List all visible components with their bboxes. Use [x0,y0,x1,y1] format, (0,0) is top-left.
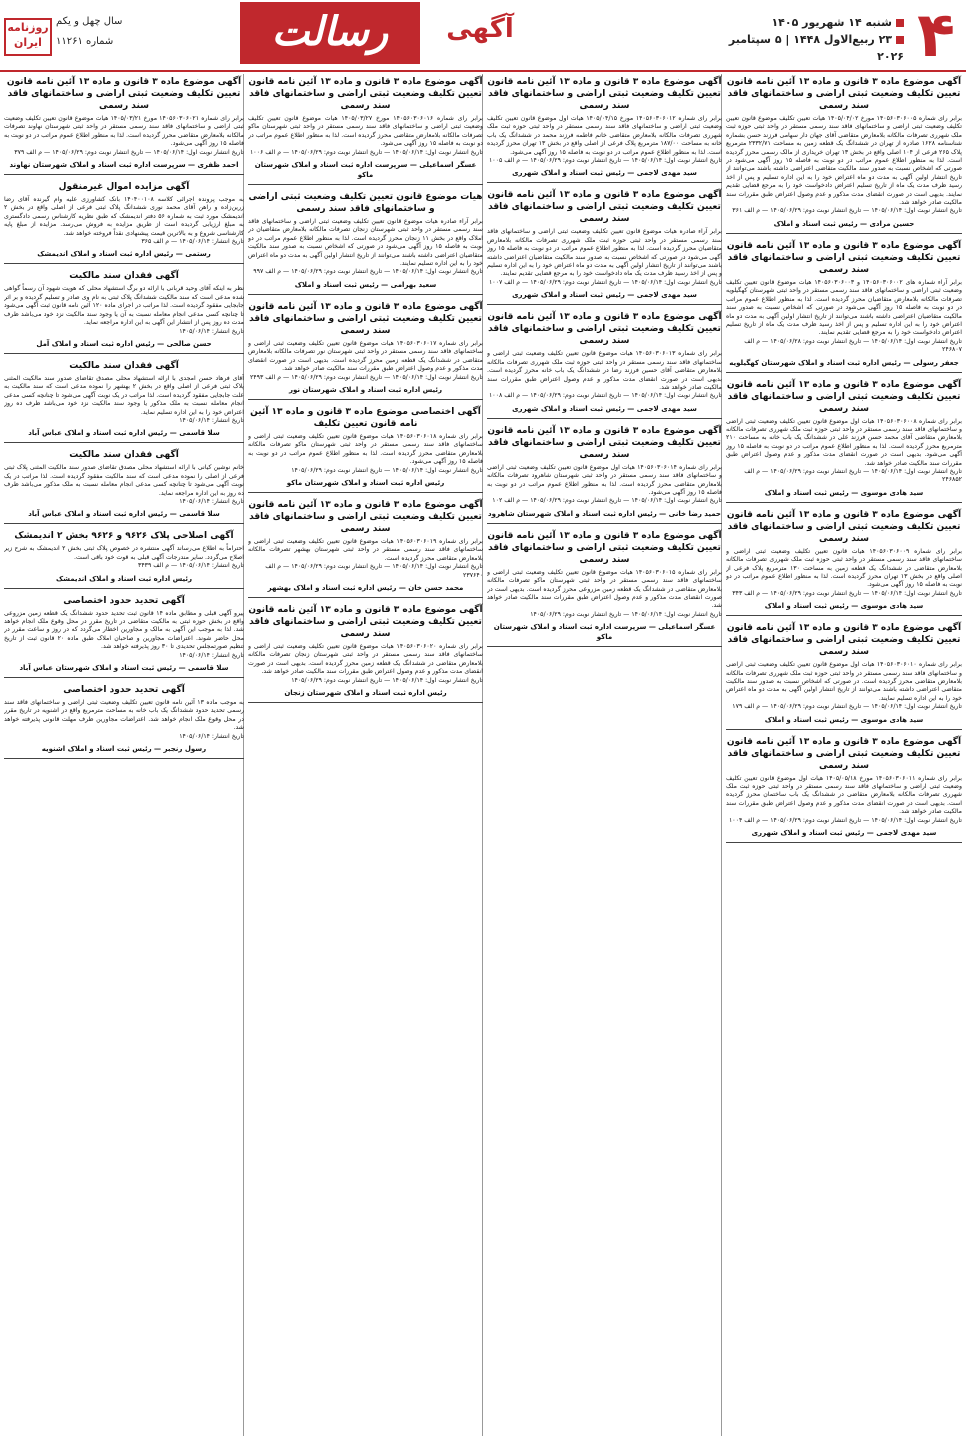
ad-column-2 [487,74,722,1436]
legal-notice [487,425,722,524]
notice-title: آگهی موضوع ماده ۳ قانون و ماده ۱۳ آئین نامه قانون تعیین تکلیف وضعیت ثبتی اراضی و ساختمانهای فاقد سند رسمی [726,509,962,544]
notice-signature: رستمی — رئیس اداره ثبت اسناد و املاک اندیمشک [37,250,211,259]
notice-signature: حسن صالحی — رئیس اداره ثبت اسناد و املاک آمل [36,339,212,348]
notice-dates: تاریخ انتشار نوبت اول: ۱۴۰۵/۰۶/۱۴ — تاریخ انتشار نوبت دوم: ۱۴۰۵/۰۶/۲۹ — م الف ۱۰۰۶ [249,148,483,156]
notice-dates: تاریخ انتشار نوبت اول: ۱۴۰۵/۰۶/۱۴ — تاریخ انتشار نوبت دوم: ۱۴۰۵/۰۶/۲۹ — م الف ۹۹۷ [253,268,483,276]
legal-notice [4,684,244,759]
notice-signature: سید هادی موسوی — رئیس ثبت اسناد و املاک [764,488,924,497]
notice-dates: تاریخ انتشار: ۱۴۰۵/۰۶/۱۴ [179,651,244,659]
notice-signature: سلا قاسمی — رئیس اداره ثبت اسناد و املاک عباس آباد [28,510,220,519]
notice-signature: احمد ظفری — سرپرست اداره ثبت اسناد و املاک شهرستان نهاوند [9,161,239,170]
newspaper-logo: رسالت [240,2,420,64]
square-icon [896,36,904,44]
notice-body: برابر رای شماره ۱۴۰۵۶۰۳۰۶۰۰۸ هیات اول موضوع قانون تعیین تکلیف وضعیت ثبتی اراضی و ساختمانهای فاقد سند رسمی مستقر در واحد ثبتی حوزه ثبت ملک شهرری تصرفات مالکانه بلامعارض متقاضی آقای محمد حسن فرزند علی در ششدانگ یک باب خانه به مساحت ۲۱۰ مترمربع محرز گردیده است. لذا به منظور اطلاع عموم مراتب در دو نوبت به فاصله ۱۵ روز آگهی می‌شود. بدیهی است در صورت انقضای مدت مذکور و عدم وصول اعتراض طبق مقررات سند مالکیت صادر خواهد شد. [726,417,962,467]
notice-title: آگهی موضوع ماده ۳ قانون و ماده ۱۳ آئین نامه قانون تعیین تکلیف وضعیت ثبتی اراضی و ساختمانهای فاقد سند رسمی [487,190,722,225]
notice-title: آگهی فقدان سند مالکیت [69,360,179,371]
notice-dates: تاریخ انتشار نوبت اول: ۱۴۰۵/۰۶/۱۴ — تاریخ انتشار نوبت دوم: ۱۴۰۵/۰۶/۲۹ — م الف ۲۴۶۸۵۲ [744,467,962,484]
date-block [714,14,904,65]
notice-title: آگهی موضوع ماده ۳ قانون و ماده ۱۳ آئین نامه قانون تعیین تکلیف وضعیت ثبتی اراضی و ساختمانهای فاقد سند رسمی [726,623,962,658]
notice-signature: سید مهدی لاجمی — رئیس ثبت اسناد و املاک شهرری [512,404,697,413]
notice-signature: رئیس اداره ثبت اسناد و املاک شهرستان نور [288,385,443,394]
notice-body: برابر رای شماره ۱۴۰۵۶۰۳۰۶۰۰۵ مورخ ۱۴۰۵/۰۴/۰۲ هیات تعیین تکلیف موضوع قانون تعیین تکلیف وضعیت ثبتی اراضی و ساختمانهای فاقد سند رسمی مستقر در واحد ثبتی حوزه ثبت ملک شهرری تصرفات مالکانه بلامعارض متقاضی آقای جهان دار سهامی فرزند حسن بشماره شناسنامه ۱۶۲۸ صادره از تهران در ششدانگ یک قطعه زمین به مساحت ۲۳۳۲/۷۱ مترمربع پلاک ۲۶۵ فرعی از ۱۰۴ اصلی واقع در بخش ۱۳ تهران خریداری از مالک رسمی محرز گردیده است. لذا به منظور اطلاع عموم مراتب در دو نوبت به فاصله ۱۵ روز آگهی می‌شود در صورتی که اشخاص نسبت به صدور سند مالکیت متقاضی اعتراضی داشته باشند می‌توانند از تاریخ انتشار اولین آگهی به مدت دو ماه اعتراض خود را به این اداره تسلیم و پس از اخذ رسید ظرف مدت یک ماه از تاریخ تسلیم اعتراض دادخواست خود را به مرجع قضایی تقدیم نمایند. بدیهی است در صورت انقضای مدت مذکور و عدم وصول اعتراض طبق مقررات سند مالکیت صادر خواهد شد. [726,115,962,207]
legal-notice [726,240,962,373]
notice-title: آگهی فقدان سند مالکیت [69,450,179,461]
notice-dates: تاریخ انتشار: ۱۴۰۵/۰۶/۱۴ [179,327,244,335]
notice-title: آگهی موضوع ماده ۳ قانون و ماده ۱۳ آئین نامه قانون تعیین تکلیف وضعیت ثبتی اراضی و ساختمانهای فاقد سند رسمی [726,77,962,111]
legal-notice [726,736,962,843]
notice-body: احتراماً به اطلاع می‌رساند آگهی منتشره در خصوص پلاک ثبتی بخش ۲ اندیمشک به شرح زیر اصلاح می‌گردد. سایر مندرجات آگهی قبلی به قوت خود باقی است. [4,545,244,561]
legal-notice [4,270,244,353]
notice-dates: تاریخ انتشار نوبت اول: ۱۴۰۵/۰۶/۱۴ — تاریخ انتشار نوبت دوم: ۱۴۰۵/۰۶/۲۸ — م الف ۲۴۶۸۰۷ [744,337,962,354]
notice-dates: تاریخ انتشار: ۱۴۰۵/۰۶/۱۴ — م الف ۳۴۳۹ [138,562,244,570]
notice-body: به موجب پرونده اجرائی کلاسه ۱۴۰۴۰۰۱۰۸ بانک کشاورزی علیه وام گیرنده آقای رضا زرین‌زاده و راهن آقای محمد نوری ششدانگ پلاک ثبتی فرعی از اصلی واقع در بخش ۲ اندیمشک مورد ثبت به شماره ۵۶ دفتر اندیمشک که طبق نظریه کارشناس رسمی دادگستری به مبلغ ارزیابی گردیده است از طریق مزایده به فروش می‌رسد. مزایده از مبلغ پایه کارشناسی شروع و به بالاترین قیمت پیشنهادی نقداً فروخته خواهد شد. [4,196,244,237]
notice-title: آگهی موضوع ماده ۳ قانون و ماده ۱۳ آئین نامه قانون تعیین تکلیف وضعیت ثبتی اراضی و ساختمانهای فاقد سند رسمی [6,77,242,111]
notice-signature: رسول رنجبر — رئیس ثبت اسناد و املاک اشنویه [41,745,207,754]
notice-signature: سلا قاسمی — رئیس ثبت اسناد و املاک شهرستان عباس آباد [19,664,229,673]
notice-dates: تاریخ انتشار نوبت اول: ۱۴۰۵/۰۶/۱۴ — تاریخ انتشار نوبت دوم: ۱۴۰۵/۰۶/۲۹ — م الف ۳۷۹ [14,148,244,156]
notice-title: آگهی اصلاحی پلاک ۹۶۲۶ و ۹۶۲۶ بخش ۲ اندیمشک [14,531,234,542]
legal-notice [726,379,962,503]
notice-body: پیرو آگهی قبلی و مطابق ماده ۱۴ قانون ثبت تحدید حدود ششدانگ یک قطعه زمین مزروعی واقع در بخش حوزه ثبتی به مالکیت متقاضی در تاریخ مقرر در محل وقوع ملک انجام خواهد شد. لذا به موجب این آگهی به مالک و مجاورین اخطار می‌گردد که در روز و ساعت مقرر در محل حاضر شوند. اعتراضات مجاورین و صاحبان املاک طبق ماده ۲۰ قانون ثبت از تاریخ تنظیم صورتمجلس تحدیدی تا ۳۰ روز پذیرفته خواهد شد. [4,609,244,651]
square-icon [896,19,904,27]
legal-notice [487,76,722,183]
ad-column-3 [248,74,483,1436]
notice-title: آگهی مزایده اموال غیرمنقول [58,182,190,193]
legal-notice [248,76,483,185]
brand-logo: روزنامه ایران [4,18,52,56]
notice-signature: سید مهدی لاجمی — رئیس ثبت اسناد و املاک شهرری [751,829,937,838]
notice-signature: جعفر رسولی — رئیس اداره ثبت اسناد و املاک شهرستان کهگیلویه [729,358,959,367]
notice-title: آگهی موضوع ماده ۳ قانون و ماده ۱۳ آئین نامه قانون تعیین تکلیف وضعیت ثبتی اراضی و ساختمانهای فاقد سند رسمی [726,736,962,771]
legal-notice [4,76,244,175]
notice-signature: سید هادی موسوی — رئیس ثبت اسناد و املاک [764,715,924,724]
notice-dates: تاریخ انتشار نوبت اول: ۱۴۰۵/۰۶/۱۴ — تاریخ انتشار نوبت دوم: ۱۴۰۵/۰۶/۲۹ — م الف ۲۳۷۶۴۰ [265,563,483,579]
legal-notice [248,301,483,400]
notice-dates: تاریخ انتشار: ۱۴۰۵/۰۶/۱۴ [179,732,244,740]
notice-signature: حسین مرادی — رئیس ثبت اسناد و املاک [773,219,915,228]
notice-body: برابر رای شماره ۱۴۰۵۶۰۳۰۶۰۰۹ هیات قانون تعیین تکلیف وضعیت ثبتی اراضی و ساختمانهای فاقد سند رسمی مستقر در واحد ثبتی حوزه ثبت ملک شهرری تصرفات مالکانه بلامعارض متقاضی در ششدانگ یک قطعه زمین به مساحت ۱۳۰ مترمربع پلاک فرعی از اصلی واقع در بخش ۱۳ تهران محرز گردیده است. لذا به منظور اطلاع عموم مراتب در دو نوبت به فاصله ۱۵ روز آگهی می‌شود. [726,547,962,589]
page-number: ۴ [917,0,955,71]
notice-body: برابر رای شماره ۱۴۰۵۶۰۳۰۶۰۱۸ هیات موضوع قانون تعیین تکلیف وضعیت ثبتی اراضی و ساختمانهای فاقد سند رسمی مستقر در واحد ثبتی شهرستان ماکو تصرفات مالکانه بلامعارض متقاضی محرز گردیده است. لذا به منظور اطلاع عموم مراتب در دو نوبت به فاصله ۱۵ روز آگهی می‌شود. [248,432,483,466]
notice-title: آگهی موضوع ماده ۳ قانون و ماده ۱۳ آئین نامه قانون تعیین تکلیف وضعیت ثبتی اراضی و ساختمانهای فاقد سند رسمی [487,77,722,111]
notice-dates: تاریخ انتشار نوبت اول: ۱۴۰۵/۰۶/۱۴ — تاریخ انتشار نوبت دوم: ۱۴۰۵/۰۶/۲۹ — م الف ۲۴۹۳ [249,373,483,381]
notice-signature: رئیس اداره ثبت اسناد و املاک اندیمشک [55,574,193,583]
ad-column-4 [4,74,244,1436]
notice-dates: تاریخ انتشار: ۱۴۰۵/۰۶/۱۴ — م الف ۳۶۵ [141,238,244,246]
notice-body: برابر آراء صادره هیات موضوع قانون تعیین تکلیف وضعیت ثبتی اراضی و ساختمانهای فاقد سند رسمی مستقر در واحد ثبتی حوزه ثبت ملک شهرری تصرفات مالکانه بلامعارض متقاضیان محرز گردیده است. لذا به منظور اطلاع عموم مراتب در دو نوبت به فاصله ۱۵ روز آگهی می‌شود در صورتی که اشخاص نسبت به صدور سند مالکیت متقاضیان اعتراضی داشته باشند می‌توانند از تاریخ انتشار اولین آگهی به مدت دو ماه اعتراض خود را به این اداره تسلیم و پس از اخذ رسید ظرف مدت یک ماه دادخواست خود را به مرجع قضایی تقدیم نمایند. [487,228,722,278]
legal-notice [487,311,722,418]
notice-body: برابر رای شماره ۱۴۰۵۶۰۳۰۶۰۱۹ هیات موضوع قانون تعیین تکلیف وضعیت ثبتی اراضی و ساختمانهای فاقد سند رسمی مستقر در واحد ثبتی شهرستان بهشهر تصرفات مالکانه بلامعارض متقاضی محرز گردیده است. [248,537,483,562]
legal-notice [4,449,244,524]
notice-title: آگهی تحدید حدود اختصاصی [63,685,185,696]
notice-dates: تاریخ انتشار نوبت اول: ۱۴۰۵/۰۶/۱۴ — تاریخ انتشار نوبت دوم: ۱۴۰۵/۰۶/۲۹ — م الف ۱۰۰۷ [488,278,722,286]
notice-signature: سید هادی موسوی — رئیس ثبت اسناد و املاک [764,602,924,611]
notice-dates: تاریخ انتشار نوبت اول: ۱۴۰۵/۰۶/۱۴ — تاریخ انتشار نوبت دوم: ۱۴۰۵/۰۶/۲۹ — م الف ۱۰۰۴ [728,816,962,824]
notice-signature: سید مهدی لاجمی — رئیس ثبت اسناد و املاک شهرری [512,291,697,300]
notice-body: برابر رای شماره ۱۴۰۵۶۰۳۰۶۰۱۲ مورخ ۱۴۰۵/۰۴/۱۵ هیات اول موضوع قانون تعیین تکلیف وضعیت ثبتی اراضی و ساختمانهای فاقد سند رسمی مستقر در واحد ثبتی حوزه ثبت ملک شهرری تصرفات مالکانه بلامعارض متقاضی خانم فاطمه فرزند محمد در ششدانگ یک باب خانه به مساحت ۱۸۷/۰۰ مترمربع پلاک فرعی از اصلی واقع در بخش ۱۳ تهران محرز گردیده است. لذا به منظور اطلاع عموم مراتب در دو نوبت به فاصله ۱۵ روز آگهی می‌شود. [487,115,722,156]
notice-body: برابر رای شماره ۱۴۰۵۶۰۳۰۶۰۱۰ هیات اول موضوع قانون تعیین تکلیف وضعیت ثبتی اراضی و ساختمانهای فاقد سند رسمی مستقر در واحد ثبتی حوزه ثبت ملک شهرری تصرفات مالکانه بلامعارض متقاضی محرز گردیده است. در صورتی که اشخاص نسبت به صدور سند مالکیت متقاضی اعتراضی داشته باشند می‌توانند از تاریخ انتشار اولین آگهی به مدت دو ماه اعتراض خود را به این اداره تسلیم نمایند. [726,661,962,702]
notice-dates: تاریخ انتشار: ۱۴۰۵/۰۶/۱۴ [179,497,244,505]
legal-notice [248,406,483,493]
notice-signature: محمد حسن خان — رئیس اداره ثبت اسناد و املاک بهشهر [267,583,464,592]
notice-title: آگهی اختصاصی موضوع ماده ۳ قانون و ماده ۱۳ آئین نامه قانون تعیین تکلیف [250,406,481,429]
notice-signature: عسگر اسماعیلی — سرپرست اداره ثبت اسناد و املاک شهرستان ماکو [493,623,716,642]
date-lunar-gregorian-text: ۲۳ ربیع‌الاول ۱۴۴۸ | ۵ سپتامبر ۲۰۲۶ [728,33,904,63]
masthead [0,0,966,72]
date-shamsi-text: شنبه ۱۴ شهریور ۱۴۰۵ [771,16,892,29]
notice-title: آگهی موضوع ماده ۳ قانون و ماده ۱۳ آئین نامه قانون تعیین تکلیف وضعیت ثبتی اراضی و ساختمانهای فاقد سند رسمی [487,425,722,460]
notice-signature: سلا قاسمی — رئیس اداره ثبت اسناد و املاک عباس آباد [28,429,220,438]
notice-dates: تاریخ انتشار نوبت اول: ۱۴۰۵/۰۶/۱۴ — تاریخ انتشار نوبت دوم: ۱۴۰۵/۰۶/۲۹ — م الف ۱۷۹ [732,703,962,711]
notice-title: آگهی موضوع ماده ۳ قانون و ماده ۱۳ آئین نامه قانون تعیین تکلیف وضعیت ثبتی اراضی و ساختمانهای فاقد سند رسمی [726,379,962,414]
legal-notice [726,76,962,234]
notice-body: خانم نوشین کیانی با ارائه استشهاد محلی مصدق تقاضای صدور سند مالکیت المثنی پلاک ثبتی فرعی از اصلی را نموده مدعی است که سند مالکیت مفقود گردیده است. لذا مراتب در یک نوبت آگهی می‌شود تا چنانچه کسی مدعی انجام معامله نسبت به ملک مذکور می‌باشد ظرف ده روز به این اداره مراجعه نماید. [4,464,244,497]
legal-notice [4,181,244,264]
notice-signature: سعید بهرامی — رئیس ثبت اسناد و املاک [294,280,437,289]
notice-body: نظر به اینکه آقای وحید قربانی با ارائه دو برگ استشهاد محلی که هویت شهود آن رسماً گواهی شده مدعی است که سند مالکیت ششدانگ پلاک ثبتی به نام وی صادر و تسلیم گردیده و بر اثر جابجایی مفقود گردیده است. لذا مراتب در اجرای ماده ۱۲۰ آئین نامه قانون ثبت آگهی می‌شود تا چنانچه کسی مدعی انجام معامله نسبت به آن یا وجود سند مالکیت نزد خود می‌باشد ظرف مدت ده روز پس از انتشار این آگهی به این اداره مراجعه نماید. [4,285,244,327]
notice-dates: تاریخ انتشار نوبت اول: ۱۴۰۵/۰۶/۱۴ — تاریخ انتشار نوبت دوم: ۱۴۰۵/۰۶/۲۹ [530,610,722,618]
notice-title: آگهی موضوع ماده ۳ قانون و ماده ۱۳ آئین نامه قانون تعیین تکلیف وضعیت ثبتی اراضی و ساختمانهای فاقد سند رسمی [248,604,483,639]
notice-dates: تاریخ انتشار نوبت اول: ۱۴۰۵/۰۶/۱۴ — تاریخ انتشار نوبت دوم: ۱۴۰۵/۰۶/۲۹ [291,466,483,474]
notice-body: برابر رای شماره ۱۴۰۵۶۰۳۰۶۰۱۶ مورخ ۱۴۰۵/۰۳/۲۷ هیات موضوع قانون تعیین تکلیف وضعیت ثبتی اراضی و ساختمانهای فاقد سند رسمی مستقر در واحد ثبتی شهرستان ماکو تصرفات مالکانه بلامعارض متقاضی محرز گردیده است. لذا به منظور اطلاع عموم مراتب در دو نوبت به فاصله ۱۵ روز آگهی می‌شود. [248,115,483,148]
notice-body: به موجب ماده ۱۳ آئین نامه قانون تعیین تکلیف وضعیت ثبتی اراضی و ساختمانهای فاقد سند رسمی تحدید حدود ششدانگ یک باب خانه به مساحت مترمربع واقع در اشنویه در تاریخ مقرر در محل وقوع ملک انجام خواهد شد. اعتراضات مجاورین ظرف مهلت قانونی پذیرفته خواهد شد. [4,699,244,732]
issue-number: شماره ۱۱۲۶۱ [56,36,114,47]
notice-signature: رئیس اداره ثبت اسناد و املاک شهرستان ماکو [286,478,445,487]
notice-title: آگهی موضوع ماده ۳ قانون و ماده ۱۳ آئین نامه قانون تعیین تکلیف وضعیت ثبتی اراضی و ساختمانهای فاقد سند رسمی [248,499,483,534]
notice-body: آقای فرهاد حسن امجدی با ارائه استشهاد محلی مصدق تقاضای صدور سند مالکیت المثنی پلاک ثبتی فرعی از اصلی واقع در بخش ۲ بهشهر را نموده مدعی است که سند مالکیت به علت جابجایی مفقود گردیده است. لذا مراتب در یک نوبت آگهی می‌شود تا چنانچه کسی مدعی انجام معامله نسبت به ملک مذکور یا وجود سند مالکیت نزد خود می‌باشد ظرف ده روز اعتراض خود را به این اداره تسلیم نماید. [4,374,244,416]
notice-title: آگهی موضوع ماده ۳ قانون و ماده ۱۳ آئین نامه قانون تعیین تکلیف وضعیت ثبتی اراضی و ساختمانهای فاقد سند رسمی [248,301,483,336]
notice-dates: تاریخ انتشار نوبت اول: ۱۴۰۵/۰۶/۱۴ — تاریخ انتشار نوبت دوم: ۱۴۰۵/۰۶/۲۹ [291,676,483,684]
notice-body: برابر آراء صادره هیات موضوع قانون تعیین تکلیف وضعیت ثبتی اراضی و ساختمانهای فاقد سند رسمی مستقر در واحد ثبتی شهرستان زنجان تصرفات مالکانه بلامعارض متقاضیان در املاک واقع در بخش ۱۱ زنجان محرز گردیده است. لذا به منظور اطلاع عموم مراتب در دو نوبت به فاصله ۱۵ روز آگهی می‌شود در صورتی که اشخاص نسبت به صدور سند مالکیت متقاضیان اعتراضی داشته باشند می‌توانند از تاریخ انتشار اولین آگهی به مدت دو ماه اعتراض خود را به این اداره تسلیم نمایند. [248,218,483,268]
notice-dates: تاریخ انتشار نوبت اول: ۱۴۰۵/۰۶/۱۴ — تاریخ انتشار نوبت دوم: ۱۴۰۵/۰۶/۲۹ — م الف ۱۰۲ [492,497,722,505]
ad-column-1 [726,74,962,1436]
section-title: آگهی [446,14,514,44]
notice-body: برابر آراء شماره های ۱۴۰۵۶۰۳۰۶۰۰۲ و ۱۴۰۵۶۰۳۰۶۰۰۳ هیات موضوع قانون تعیین تکلیف وضعیت ثبتی اراضی و ساختمانهای فاقد سند رسمی مستقر در واحد ثبتی شهرستان کهگیلویه تصرفات مالکانه بلامعارض متقاضیان محرز گردیده است. لذا به منظور اطلاع عموم مراتب در دو نوبت به فاصله ۱۵ روز آگهی می‌شود در صورتی که اشخاص نسبت به صدور سند مالکیت متقاضیان اعتراضی داشته باشند می‌توانند از تاریخ انتشار اولین آگهی به مدت دو ماه اعتراض خود را به این اداره تسلیم و پس از اخذ رسید ظرف مدت یک ماه از تاریخ تسلیم اعتراض دادخواست خود را به مرجع قضایی تقدیم نمایند. [726,278,962,337]
notice-signature: عسگر اسماعیلی — سرپرست اداره ثبت اسناد و املاک شهرستان ماکو [254,161,477,180]
notice-title: آگهی موضوع ماده ۳ قانون و ماده ۱۳ آئین نامه قانون تعیین تکلیف وضعیت ثبتی اراضی و ساختمانهای فاقد سند رسمی [487,530,722,565]
legal-notice [487,530,722,647]
notice-body: برابر رای شماره ۱۴۰۵۶۰۳۰۶۰۲۰ هیات موضوع قانون تعیین تکلیف وضعیت ثبتی اراضی و ساختمانهای فاقد سند رسمی مستقر در واحد ثبتی شهرستان زنجان تصرفات مالکانه بلامعارض متقاضی در ششدانگ یک قطعه زمین محرز گردیده است. بدیهی است در صورت انقضای مدت مذکور و عدم وصول اعتراض طبق مقررات سند مالکیت صادر خواهد شد. [248,642,483,676]
notice-body: برابر رای شماره ۱۴۰۵۶۰۳۰۶۰۱۱ مورخ ۱۴۰۵/۰۵/۱۸ هیات اول موضوع قانون تعیین تکلیف وضعیت ثبتی اراضی و ساختمانهای فاقد سند رسمی مستقر در واحد ثبتی حوزه ثبت ملک شهرری تصرفات مالکانه بلامعارض متقاضی در ششدانگ یک باب ساختمان محرز گردیده است. بدیهی است در صورت انقضای مدت مذکور و عدم وصول اعتراض طبق مقررات سند مالکیت صادر خواهد شد. [726,774,962,816]
notice-dates: تاریخ انتشار نوبت اول: ۱۴۰۵/۰۶/۱۴ — تاریخ انتشار نوبت دوم: ۱۴۰۵/۰۶/۲۹ — م الف ۳۴۳ [732,589,962,597]
notice-title: آگهی موضوع ماده ۳ قانون و ماده ۱۳ آئین نامه قانون تعیین تکلیف وضعیت ثبتی اراضی و ساختمانهای فاقد سند رسمی [248,77,483,111]
notice-dates: تاریخ انتشار نوبت اول: ۱۴۰۵/۰۶/۱۴ — تاریخ انتشار نوبت دوم: ۱۴۰۵/۰۶/۲۹ — م الف ۱۰۰۸ [488,392,722,400]
notice-dates: تاریخ انتشار: ۱۴۰۵/۰۶/۱۴ [179,416,244,424]
legal-notice [726,509,962,616]
notice-body: برابر رای شماره ۱۴۰۵۶۰۳۰۶۰۱۴ هیات اول موضوع قانون تعیین تکلیف وضعیت ثبتی اراضی و ساختمانهای فاقد سند رسمی مستقر در واحد ثبتی شهرستان شاهرود تصرفات مالکانه بلامعارض متقاضی محرز گردیده است. لذا به منظور اطلاع عموم مراتب در دو نوبت به فاصله ۱۵ روز آگهی می‌شود. [487,463,722,496]
legal-notice [4,360,244,443]
legal-notice [248,499,483,598]
notice-signature: سید مهدی لاجمی — رئیس ثبت اسناد و املاک شهرری [512,169,697,178]
issue-info [4,10,154,62]
legal-notice [248,191,483,295]
legal-notice [248,604,483,703]
notice-title: آگهی تحدید حدود اختصاصی [63,595,185,606]
ads-columns [4,74,962,1436]
notice-signature: حمید رضا خانی — رئیس اداره ثبت اسناد و املاک شهرستان شاهرود [488,509,721,518]
notice-title: آگهی فقدان سند مالکیت [69,271,179,282]
notice-dates: تاریخ انتشار نوبت اول: ۱۴۰۵/۰۶/۱۴ — تاریخ انتشار نوبت دوم: ۱۴۰۵/۰۶/۲۹ — م الف ۳۶۱ [732,207,962,215]
date-shamsi [714,14,904,31]
notice-body: برابر رای شماره ۱۴۰۵۶۰۳۰۶۰۱۳ هیات موضوع قانون تعیین تکلیف وضعیت ثبتی اراضی و ساختمانهای فاقد سند رسمی مستقر در واحد ثبتی حوزه ثبت ملک شهرری تصرفات مالکانه بلامعارض متقاضی آقای حسین فرزند رضا در ششدانگ یک باب خانه محرز گردیده است. بدیهی است در صورت انقضای مدت مذکور و عدم وصول اعتراض طبق مقررات سند مالکیت صادر خواهد شد. [487,350,722,391]
notice-body: برابر رای شماره ۱۴۰۵۶۰۳۰۶۰۲۱ مورخ ۱۴۰۵/۰۳/۲۱ هیات موضوع قانون تعیین تکلیف وضعیت ثبتی اراضی و ساختمانهای فاقد سند رسمی مستقر در واحد ثبتی شهرستان نهاوند تصرفات مالکانه بلامعارض متقاضی محرز گردیده است. لذا به منظور اطلاع عموم مراتب در دو نوبت به فاصله ۱۵ روز آگهی می‌شود. [4,115,244,148]
notice-body: برابر رای شماره ۱۴۰۵۶۰۳۰۶۰۱۷ هیات موضوع قانون تعیین تکلیف وضعیت ثبتی اراضی و ساختمانهای فاقد سند رسمی مستقر در واحد ثبتی شهرستان نور تصرفات مالکانه بلامعارض متقاضی در ششدانگ یک قطعه زمین محرز گردیده است. بدیهی است در صورت انقضای مدت مذکور و عدم وصول اعتراض طبق مقررات سند مالکیت صادر خواهد شد. [248,339,483,373]
notice-title: آگهی موضوع ماده ۳ قانون و ماده ۱۳ آئین نامه قانون تعیین تکلیف وضعیت ثبتی اراضی و ساختمانهای فاقد سند رسمی [726,240,962,275]
notice-title: آگهی موضوع ماده ۳ قانون و ماده ۱۳ آئین نامه قانون تعیین تکلیف وضعیت ثبتی اراضی و ساختمانهای فاقد سند رسمی [487,312,722,347]
legal-notice [4,530,244,588]
year-label: سال چهل و یکم [56,16,123,27]
notice-signature: رئیس اداره ثبت اسناد و املاک شهرستان زنجان [284,689,447,697]
notice-body: برابر رای شماره ۱۴۰۵۶۰۳۰۶۰۱۵ هیات موضوع قانون تعیین تکلیف وضعیت ثبتی اراضی و ساختمانهای فاقد سند رسمی مستقر در واحد ثبتی شهرستان ماکو تصرفات مالکانه بلامعارض متقاضی در ششدانگ یک قطعه زمین مزروعی محرز گردیده است. بدیهی است در صورت انقضای مدت مذکور و عدم وصول اعتراض طبق مقررات سند مالکیت صادر خواهد شد. [487,568,722,610]
notice-dates: تاریخ انتشار نوبت اول: ۱۴۰۵/۰۶/۱۴ — تاریخ انتشار نوبت دوم: ۱۴۰۵/۰۶/۲۹ — م الف ۱۰۰۵ [488,157,722,165]
date-lunar-gregorian [714,31,904,65]
legal-notice [487,189,722,305]
legal-notice [726,622,962,729]
notice-title: هیات موضوع قانون تعیین تکلیف وضعیت ثبتی اراضی و ساختمانهای فاقد سند رسمی [248,192,483,215]
legal-notice [4,595,244,678]
